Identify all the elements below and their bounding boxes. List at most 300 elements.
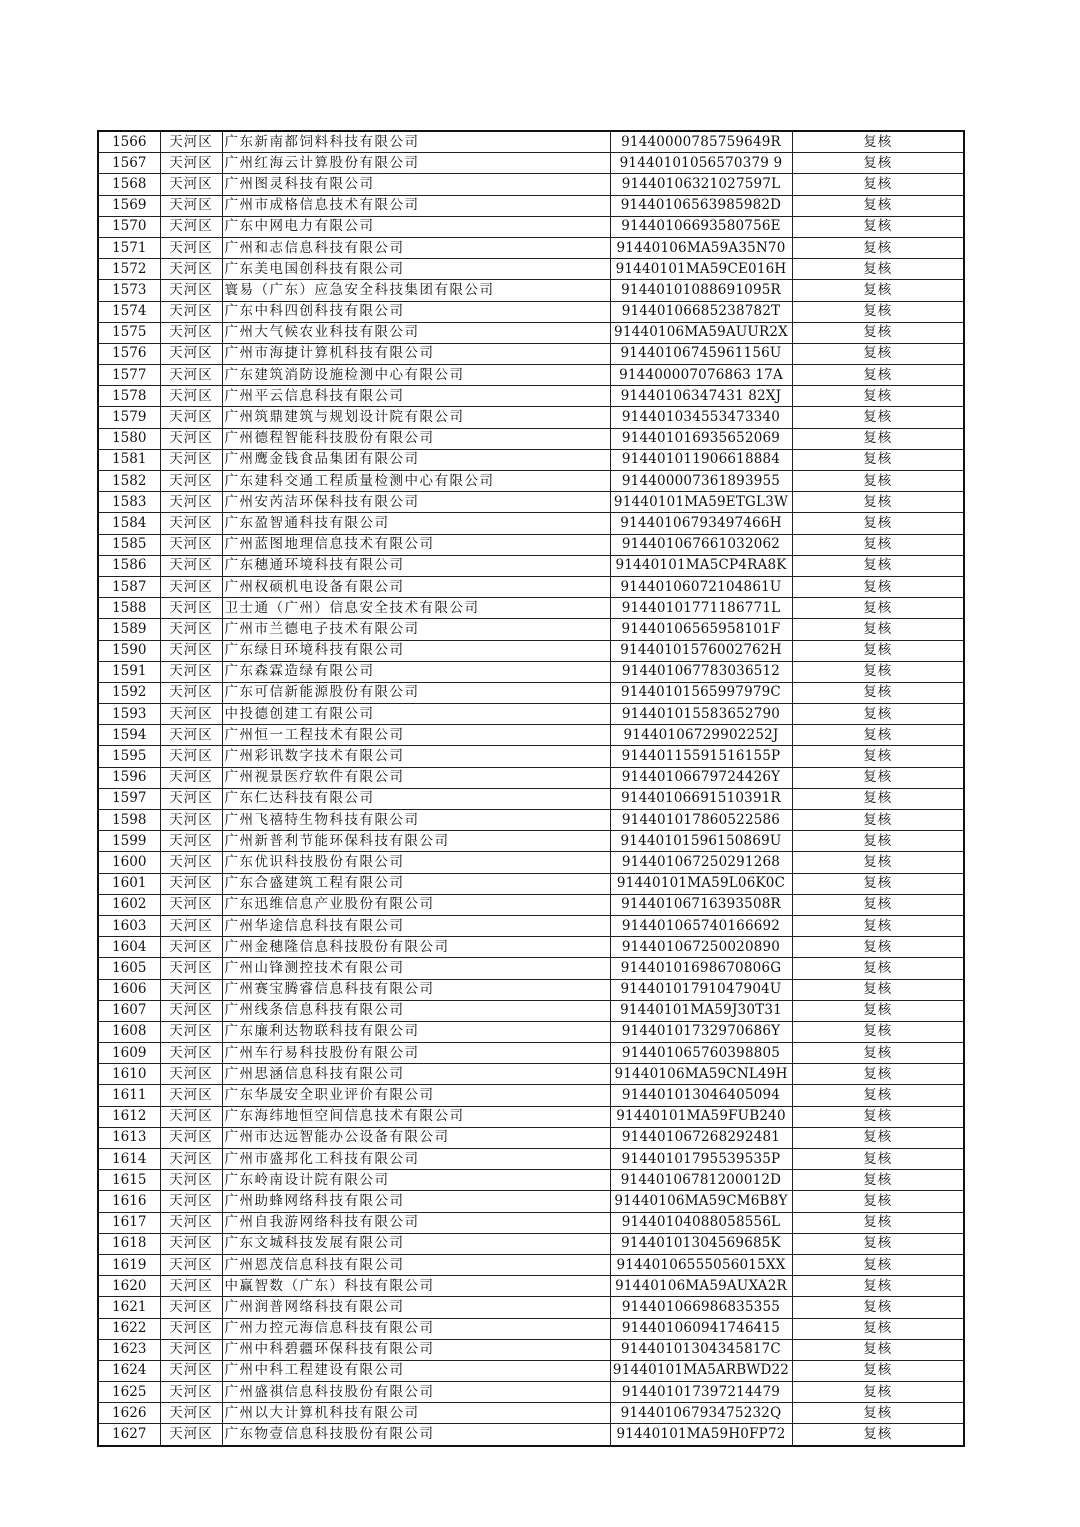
- row-number: 1609: [98, 1043, 160, 1064]
- credit-code-cell: 91440106745961156U: [610, 343, 792, 364]
- table-row: [98, 471, 964, 492]
- credit-code-cell: 91440106565958101F: [610, 619, 792, 640]
- credit-code-cell: 914401067268292481: [610, 1127, 792, 1148]
- credit-code-cell: 914401060941746415: [610, 1318, 792, 1339]
- table-row: [98, 725, 964, 746]
- review-type-cell: 复核: [792, 661, 964, 682]
- review-type-cell: 复核: [792, 937, 964, 958]
- row-number: 1597: [98, 788, 160, 809]
- review-type-cell: 复核: [792, 1021, 964, 1042]
- table-row: [98, 1254, 964, 1275]
- row-number: 1606: [98, 979, 160, 1000]
- district-cell: 天河区: [160, 343, 222, 364]
- credit-code-cell: 914401017397214479: [610, 1382, 792, 1403]
- row-number: 1596: [98, 767, 160, 788]
- district-cell: 天河区: [160, 661, 222, 682]
- table-row: [98, 810, 964, 831]
- table-row: [98, 852, 964, 873]
- review-type-cell: 复核: [792, 555, 964, 576]
- company-name-cell: 广州新普利节能环保科技有限公司: [222, 831, 610, 852]
- company-name-cell: 广州力控元海信息科技有限公司: [222, 1318, 610, 1339]
- table-row: [98, 1212, 964, 1233]
- district-cell: 天河区: [160, 1170, 222, 1191]
- table-row: [98, 428, 964, 449]
- credit-code-cell: 91440101MA5ARBWD22: [610, 1360, 792, 1381]
- table-row: [98, 1021, 964, 1042]
- row-number: 1625: [98, 1382, 160, 1403]
- credit-code-cell: 914401013046405094: [610, 1085, 792, 1106]
- district-cell: 天河区: [160, 1149, 222, 1170]
- credit-code-cell: 914401034553473340: [610, 407, 792, 428]
- credit-code-cell: 91440106MA59AUXA2R: [610, 1276, 792, 1297]
- district-cell: 天河区: [160, 301, 222, 322]
- row-number: 1612: [98, 1106, 160, 1127]
- review-type-cell: 复核: [792, 237, 964, 258]
- credit-code-cell: 914401016935652069: [610, 428, 792, 449]
- credit-code-cell: 91440101MA59J30T31: [610, 1000, 792, 1021]
- district-cell: 天河区: [160, 534, 222, 555]
- row-number: 1624: [98, 1360, 160, 1381]
- district-cell: 天河区: [160, 386, 222, 407]
- review-type-cell: 复核: [792, 1297, 964, 1318]
- row-number: 1575: [98, 322, 160, 343]
- row-number: 1594: [98, 725, 160, 746]
- credit-code-cell: 91440101304345817C: [610, 1339, 792, 1360]
- credit-code-cell: 91440101MA59CE016H: [610, 259, 792, 280]
- company-name-cell: 广州红海云计算股份有限公司: [222, 153, 610, 174]
- review-type-cell: 复核: [792, 1064, 964, 1085]
- company-name-cell: 广东海纬地恒空间信息技术有限公司: [222, 1106, 610, 1127]
- row-number: 1622: [98, 1318, 160, 1339]
- review-type-cell: 复核: [792, 873, 964, 894]
- district-cell: 天河区: [160, 915, 222, 936]
- credit-code-cell: 914400007361893955: [610, 471, 792, 492]
- credit-code-cell: 91440101MA59FUB240: [610, 1106, 792, 1127]
- table-row: [98, 682, 964, 703]
- row-number: 1576: [98, 343, 160, 364]
- review-type-cell: 复核: [792, 492, 964, 513]
- company-name-cell: 广州视景医疗软件有限公司: [222, 767, 610, 788]
- company-name-cell: 广东岭南设计院有限公司: [222, 1170, 610, 1191]
- credit-code-cell: 91440101MA5CP4RA8K: [610, 555, 792, 576]
- row-number: 1588: [98, 598, 160, 619]
- credit-code-cell: 91440101MA59L06K0C: [610, 873, 792, 894]
- company-name-cell: 广州图灵科技有限公司: [222, 174, 610, 195]
- district-cell: 天河区: [160, 555, 222, 576]
- review-type-cell: 复核: [792, 1191, 964, 1212]
- row-number: 1610: [98, 1064, 160, 1085]
- row-number: 1604: [98, 937, 160, 958]
- district-cell: 天河区: [160, 407, 222, 428]
- review-type-cell: 复核: [792, 1276, 964, 1297]
- row-number: 1592: [98, 682, 160, 703]
- district-cell: 天河区: [160, 873, 222, 894]
- company-name-cell: 广东华晟安全职业评价有限公司: [222, 1085, 610, 1106]
- row-number: 1603: [98, 915, 160, 936]
- row-number: 1600: [98, 852, 160, 873]
- row-number: 1587: [98, 576, 160, 597]
- review-type-cell: 复核: [792, 767, 964, 788]
- district-cell: 天河区: [160, 365, 222, 386]
- company-name-cell: 卫士通（广州）信息安全技术有限公司: [222, 598, 610, 619]
- company-name-cell: 广州以大计算机科技有限公司: [222, 1403, 610, 1424]
- credit-code-cell: 91440115591516155P: [610, 746, 792, 767]
- company-name-cell: 广州盛祺信息科技股份有限公司: [222, 1382, 610, 1403]
- company-name-cell: 广州市盛邦化工科技有限公司: [222, 1149, 610, 1170]
- credit-code-cell: 91440101056570379 9: [610, 153, 792, 174]
- review-type-cell: 复核: [792, 1149, 964, 1170]
- company-name-cell: 广州和志信息科技有限公司: [222, 237, 610, 258]
- credit-code-cell: 91440106781200012D: [610, 1170, 792, 1191]
- company-name-cell: 广东森霖造绿有限公司: [222, 661, 610, 682]
- row-number: 1621: [98, 1297, 160, 1318]
- review-type-cell: 复核: [792, 1212, 964, 1233]
- company-name-cell: 广州中科工程建设有限公司: [222, 1360, 610, 1381]
- review-type-cell: 复核: [792, 449, 964, 470]
- row-number: 1595: [98, 746, 160, 767]
- district-cell: 天河区: [160, 958, 222, 979]
- review-type-cell: 复核: [792, 725, 964, 746]
- row-number: 1616: [98, 1191, 160, 1212]
- review-type-cell: 复核: [792, 915, 964, 936]
- table-body: [98, 131, 964, 1446]
- district-cell: 天河区: [160, 1043, 222, 1064]
- review-type-cell: 复核: [792, 153, 964, 174]
- enterprise-list-table: [97, 130, 965, 1447]
- company-name-cell: 广州市成格信息技术有限公司: [222, 195, 610, 216]
- credit-code-cell: 91440101732970686Y: [610, 1021, 792, 1042]
- review-type-cell: 复核: [792, 1318, 964, 1339]
- row-number: 1598: [98, 810, 160, 831]
- row-number: 1583: [98, 492, 160, 513]
- review-type-cell: 复核: [792, 216, 964, 237]
- company-name-cell: 广东穗通环境科技有限公司: [222, 555, 610, 576]
- review-type-cell: 复核: [792, 1424, 964, 1446]
- company-name-cell: 广州恩茂信息科技有限公司: [222, 1254, 610, 1275]
- company-name-cell: 广州金穗隆信息科技股份有限公司: [222, 937, 610, 958]
- table-row: [98, 1191, 964, 1212]
- review-type-cell: 复核: [792, 1403, 964, 1424]
- review-type-cell: 复核: [792, 386, 964, 407]
- district-cell: 天河区: [160, 174, 222, 195]
- row-number: 1580: [98, 428, 160, 449]
- company-name-cell: 广东中网电力有限公司: [222, 216, 610, 237]
- review-type-cell: 复核: [792, 513, 964, 534]
- district-cell: 天河区: [160, 1021, 222, 1042]
- review-type-cell: 复核: [792, 1085, 964, 1106]
- credit-code-cell: 91440106347431 82XJ: [610, 386, 792, 407]
- row-number: 1618: [98, 1233, 160, 1254]
- credit-code-cell: 914401011906618884: [610, 449, 792, 470]
- district-cell: 天河区: [160, 767, 222, 788]
- credit-code-cell: 914401015583652790: [610, 704, 792, 725]
- company-name-cell: 寰易（广东）应急安全科技集团有限公司: [222, 280, 610, 301]
- table-row: [98, 534, 964, 555]
- company-name-cell: 广州车行易科技股份有限公司: [222, 1043, 610, 1064]
- company-name-cell: 广东迅维信息产业股份有限公司: [222, 894, 610, 915]
- company-name-cell: 广东盈智通科技有限公司: [222, 513, 610, 534]
- credit-code-cell: 91440000785759649R: [610, 131, 792, 153]
- table-row: [98, 746, 964, 767]
- table-row: [98, 153, 964, 174]
- district-cell: 天河区: [160, 1000, 222, 1021]
- district-cell: 天河区: [160, 1064, 222, 1085]
- table-row: [98, 1064, 964, 1085]
- row-number: 1617: [98, 1212, 160, 1233]
- district-cell: 天河区: [160, 1276, 222, 1297]
- review-type-cell: 复核: [792, 280, 964, 301]
- credit-code-cell: 91440106072104861U: [610, 576, 792, 597]
- credit-code-cell: 914401067661032062: [610, 534, 792, 555]
- review-type-cell: 复核: [792, 746, 964, 767]
- row-number: 1574: [98, 301, 160, 322]
- credit-code-cell: 91440106693580756E: [610, 216, 792, 237]
- table-row: [98, 661, 964, 682]
- review-type-cell: 复核: [792, 471, 964, 492]
- review-type-cell: 复核: [792, 428, 964, 449]
- review-type-cell: 复核: [792, 534, 964, 555]
- table-row: [98, 386, 964, 407]
- row-number: 1571: [98, 237, 160, 258]
- district-cell: 天河区: [160, 704, 222, 725]
- district-cell: 天河区: [160, 492, 222, 513]
- table-row: [98, 1000, 964, 1021]
- credit-code-cell: 914401065740166692: [610, 915, 792, 936]
- table-row: [98, 1127, 964, 1148]
- table-row: [98, 174, 964, 195]
- credit-code-cell: 91440104088058556L: [610, 1212, 792, 1233]
- company-name-cell: 广东新南都饲料科技有限公司: [222, 131, 610, 153]
- review-type-cell: 复核: [792, 894, 964, 915]
- table-row: [98, 322, 964, 343]
- review-type-cell: 复核: [792, 831, 964, 852]
- row-number: 1586: [98, 555, 160, 576]
- company-name-cell: 广州助蜂网络科技有限公司: [222, 1191, 610, 1212]
- row-number: 1627: [98, 1424, 160, 1446]
- district-cell: 天河区: [160, 619, 222, 640]
- row-number: 1623: [98, 1339, 160, 1360]
- credit-code-cell: 91440106793475232Q: [610, 1403, 792, 1424]
- company-name-cell: 广州华途信息科技有限公司: [222, 915, 610, 936]
- review-type-cell: 复核: [792, 598, 964, 619]
- credit-code-cell: 91440106MA59AUUR2X: [610, 322, 792, 343]
- district-cell: 天河区: [160, 788, 222, 809]
- credit-code-cell: 91440101791047904U: [610, 979, 792, 1000]
- district-cell: 天河区: [160, 852, 222, 873]
- table-row: [98, 1106, 964, 1127]
- row-number: 1582: [98, 471, 160, 492]
- row-number: 1611: [98, 1085, 160, 1106]
- credit-code-cell: 914401066986835355: [610, 1297, 792, 1318]
- district-cell: 天河区: [160, 1424, 222, 1446]
- review-type-cell: 复核: [792, 1254, 964, 1275]
- table-row: [98, 1318, 964, 1339]
- company-name-cell: 广州市兰德电子技术有限公司: [222, 619, 610, 640]
- credit-code-cell: 91440106MA59CM6B8Y: [610, 1191, 792, 1212]
- credit-code-cell: 91440101698670806G: [610, 958, 792, 979]
- row-number: 1577: [98, 365, 160, 386]
- district-cell: 天河区: [160, 894, 222, 915]
- district-cell: 天河区: [160, 449, 222, 470]
- credit-code-cell: 91440106555056015XX: [610, 1254, 792, 1275]
- district-cell: 天河区: [160, 322, 222, 343]
- row-number: 1568: [98, 174, 160, 195]
- table-row: [98, 915, 964, 936]
- credit-code-cell: 91440101576002762H: [610, 640, 792, 661]
- review-type-cell: 复核: [792, 1339, 964, 1360]
- table-row: [98, 365, 964, 386]
- table-row: [98, 195, 964, 216]
- review-type-cell: 复核: [792, 365, 964, 386]
- district-cell: 天河区: [160, 216, 222, 237]
- review-type-cell: 复核: [792, 682, 964, 703]
- table-row: [98, 873, 964, 894]
- review-type-cell: 复核: [792, 1382, 964, 1403]
- table-row: [98, 555, 964, 576]
- review-type-cell: 复核: [792, 958, 964, 979]
- company-name-cell: 广州自我游网络科技有限公司: [222, 1212, 610, 1233]
- review-type-cell: 复核: [792, 1127, 964, 1148]
- credit-code-cell: 91440106793497466H: [610, 513, 792, 534]
- credit-code-cell: 91440106685238782T: [610, 301, 792, 322]
- review-type-cell: 复核: [792, 810, 964, 831]
- review-type-cell: 复核: [792, 195, 964, 216]
- table-row: [98, 979, 964, 1000]
- table-row: [98, 1233, 964, 1254]
- table-row: [98, 301, 964, 322]
- row-number: 1572: [98, 259, 160, 280]
- district-cell: 天河区: [160, 237, 222, 258]
- company-name-cell: 广东美电国创科技有限公司: [222, 259, 610, 280]
- review-type-cell: 复核: [792, 322, 964, 343]
- district-cell: 天河区: [160, 513, 222, 534]
- row-number: 1601: [98, 873, 160, 894]
- table-row: [98, 1149, 964, 1170]
- table-row: [98, 576, 964, 597]
- company-name-cell: 广州思涵信息科技有限公司: [222, 1064, 610, 1085]
- review-type-cell: 复核: [792, 1043, 964, 1064]
- review-type-cell: 复核: [792, 343, 964, 364]
- district-cell: 天河区: [160, 1106, 222, 1127]
- review-type-cell: 复核: [792, 619, 964, 640]
- company-name-cell: 广州安芮洁环保科技有限公司: [222, 492, 610, 513]
- company-name-cell: 广州筑鼎建筑与规划设计院有限公司: [222, 407, 610, 428]
- credit-code-cell: 91440101596150869U: [610, 831, 792, 852]
- table-row: [98, 831, 964, 852]
- company-name-cell: 中赢智数（广东）科技有限公司: [222, 1276, 610, 1297]
- table-row: [98, 937, 964, 958]
- review-type-cell: 复核: [792, 407, 964, 428]
- table-row: [98, 894, 964, 915]
- table-row: [98, 1276, 964, 1297]
- review-type-cell: 复核: [792, 1360, 964, 1381]
- credit-code-cell: 91440101304569685K: [610, 1233, 792, 1254]
- review-type-cell: 复核: [792, 1233, 964, 1254]
- district-cell: 天河区: [160, 153, 222, 174]
- company-name-cell: 广东文城科技发展有限公司: [222, 1233, 610, 1254]
- review-type-cell: 复核: [792, 1000, 964, 1021]
- district-cell: 天河区: [160, 979, 222, 1000]
- credit-code-cell: 91440101565997979C: [610, 682, 792, 703]
- district-cell: 天河区: [160, 598, 222, 619]
- row-number: 1607: [98, 1000, 160, 1021]
- company-name-cell: 广州线条信息科技有限公司: [222, 1000, 610, 1021]
- district-cell: 天河区: [160, 1360, 222, 1381]
- table-row: [98, 280, 964, 301]
- table-row: [98, 958, 964, 979]
- row-number: 1581: [98, 449, 160, 470]
- row-number: 1590: [98, 640, 160, 661]
- review-type-cell: 复核: [792, 259, 964, 280]
- review-type-cell: 复核: [792, 704, 964, 725]
- district-cell: 天河区: [160, 725, 222, 746]
- row-number: 1579: [98, 407, 160, 428]
- row-number: 1589: [98, 619, 160, 640]
- company-name-cell: 中投德创建工有限公司: [222, 704, 610, 725]
- table-row: [98, 1297, 964, 1318]
- row-number: 1605: [98, 958, 160, 979]
- credit-code-cell: 91440101MA59H0FP72: [610, 1424, 792, 1446]
- table-row: [98, 131, 964, 153]
- row-number: 1613: [98, 1127, 160, 1148]
- credit-code-cell: 91440106729902252J: [610, 725, 792, 746]
- table-row: [98, 407, 964, 428]
- company-name-cell: 广州恒一工程技术有限公司: [222, 725, 610, 746]
- table-row: [98, 1382, 964, 1403]
- row-number: 1566: [98, 131, 160, 153]
- district-cell: 天河区: [160, 682, 222, 703]
- company-name-cell: 广州飞禧特生物科技有限公司: [222, 810, 610, 831]
- credit-code-cell: 91440106321027597L: [610, 174, 792, 195]
- district-cell: 天河区: [160, 195, 222, 216]
- credit-code-cell: 91440101MA59ETGL3W: [610, 492, 792, 513]
- review-type-cell: 复核: [792, 979, 964, 1000]
- review-type-cell: 复核: [792, 174, 964, 195]
- table-row: [98, 619, 964, 640]
- company-name-cell: 广东合盛建筑工程有限公司: [222, 873, 610, 894]
- row-number: 1578: [98, 386, 160, 407]
- district-cell: 天河区: [160, 259, 222, 280]
- company-name-cell: 广州蓝图地理信息技术有限公司: [222, 534, 610, 555]
- company-name-cell: 广东中科四创科技有限公司: [222, 301, 610, 322]
- review-type-cell: 复核: [792, 131, 964, 153]
- district-cell: 天河区: [160, 1085, 222, 1106]
- company-name-cell: 广州润普网络科技有限公司: [222, 1297, 610, 1318]
- row-number: 1569: [98, 195, 160, 216]
- row-number: 1619: [98, 1254, 160, 1275]
- credit-code-cell: 91440106691510391R: [610, 788, 792, 809]
- row-number: 1599: [98, 831, 160, 852]
- district-cell: 天河区: [160, 1233, 222, 1254]
- district-cell: 天河区: [160, 131, 222, 153]
- table-row: [98, 259, 964, 280]
- district-cell: 天河区: [160, 831, 222, 852]
- credit-code-cell: 91440101771186771L: [610, 598, 792, 619]
- row-number: 1573: [98, 280, 160, 301]
- table-row: [98, 343, 964, 364]
- company-name-cell: 广州鹰金钱食品集团有限公司: [222, 449, 610, 470]
- district-cell: 天河区: [160, 1212, 222, 1233]
- company-name-cell: 广东廉利达物联科技有限公司: [222, 1021, 610, 1042]
- district-cell: 天河区: [160, 810, 222, 831]
- table-row: [98, 1424, 964, 1446]
- district-cell: 天河区: [160, 1382, 222, 1403]
- review-type-cell: 复核: [792, 640, 964, 661]
- company-name-cell: 广东绿日环境科技有限公司: [222, 640, 610, 661]
- review-type-cell: 复核: [792, 852, 964, 873]
- company-name-cell: 广州市达远智能办公设备有限公司: [222, 1127, 610, 1148]
- credit-code-cell: 91440106563985982D: [610, 195, 792, 216]
